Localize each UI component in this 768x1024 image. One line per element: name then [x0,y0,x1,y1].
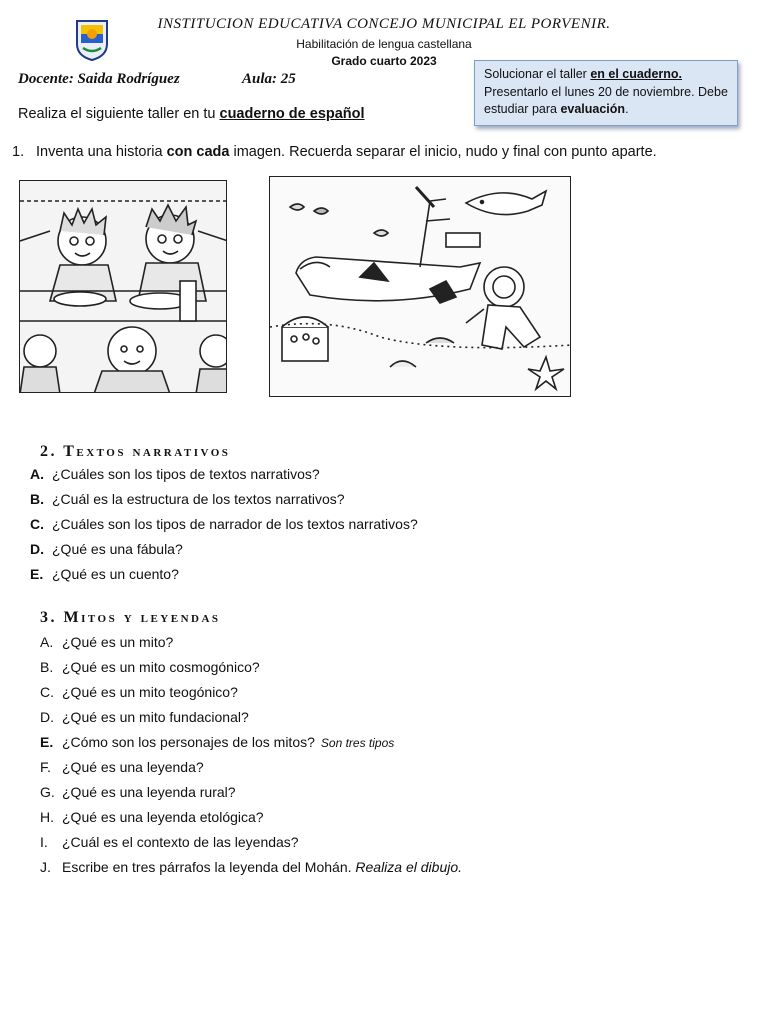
section-3-title: 3. Mitos y leyendas [40,609,221,626]
list-item [40,859,462,875]
item-marker: E. [40,734,54,750]
item-text: ¿Cuáles son los tipos de textos narrativos? [52,466,320,482]
item-text: ¿Qué es un mito cosmogónico? [62,659,260,675]
item-text: ¿Cuál es el contexto de las leyendas? [62,834,299,850]
section-2-list [30,466,730,596]
shipwreck-diver-illustration-icon [269,176,571,397]
item-text: ¿Qué es un mito fundacional? [62,709,249,725]
item-note-italic: Realiza el dibujo. [355,859,463,875]
item-marker: H. [40,809,54,825]
item-text: ¿Qué es una fábula? [52,541,183,557]
item-marker: A. [40,634,54,650]
question-1 [12,144,657,160]
item-marker: I. [40,834,48,850]
list-item [40,684,238,700]
question-1-emphasis: con cada [166,144,230,160]
note-text-2: Presentarlo el lunes 20 de noviembre. Debe estudiar para [484,84,728,116]
item-text: ¿Cómo son los personajes de los mitos? [62,734,315,750]
item-text: ¿Qué es un mito teogónico? [62,684,238,700]
list-item [40,809,264,825]
item-marker: D. [40,709,54,725]
question-1-number: 1. [12,144,25,160]
item-marker: B. [40,659,54,675]
question-1-suffix: imagen. Recuerda separar el inicio, nudo y final con punto aparte. [229,144,657,160]
item-marker: G. [40,784,55,800]
list-item [30,566,179,582]
item-note: Son tres tipos [320,736,395,750]
subject-name: Habilitación de lengua castellana [296,37,472,51]
section-2-title: 2. Textos narrativos [40,443,231,460]
note-emphasis-notebook: en el cuaderno. [590,67,683,81]
list-item [30,466,320,482]
item-marker: F. [40,759,51,775]
note-text-1: Solucionar el taller [484,67,591,81]
item-marker: C. [40,684,54,700]
item-text: Escribe en tres párrafos la leyenda del Mohán. [62,859,352,875]
instructions-note-box [474,60,738,126]
item-text: ¿Qué es una leyenda etológica? [62,809,264,825]
item-text: ¿Qué es un cuento? [52,566,179,582]
list-item [30,516,418,532]
item-text: ¿Qué es un mito? [62,634,174,650]
list-item [30,541,183,557]
institution-name: INSTITUCION EDUCATIVA CONCEJO MUNICIPAL EL PORVENIR. [157,16,611,32]
list-item [40,734,394,750]
children-eating-illustration-icon [19,180,227,393]
list-item [40,634,173,650]
item-text: ¿Qué es una leyenda rural? [62,784,236,800]
grade-label: Grado cuarto 2023 [331,54,437,68]
item-marker: A. [30,466,44,482]
list-item [40,834,299,850]
section-3-list [40,634,740,884]
item-text: ¿Cuáles son los tipos de narrador de los textos narrativos? [52,516,418,532]
item-marker: J. [40,859,51,875]
item-marker: D. [30,541,44,557]
item-marker: B. [30,491,44,507]
teacher-name: Docente: Saida Rodríguez [18,71,180,87]
list-item [40,659,260,675]
list-item [40,784,236,800]
classroom-label: Aula: 25 [242,71,296,87]
item-marker: C. [30,516,44,532]
list-item [40,759,204,775]
list-item [30,491,345,507]
list-item [40,709,249,725]
instruction-emphasis: cuaderno de español [219,106,365,122]
note-emphasis-evaluation: evaluación [560,102,626,116]
item-marker: E. [30,566,44,582]
question-1-text: Inventa una historia [36,144,167,160]
item-text: ¿Cuál es la estructura de los textos narrativos? [52,491,345,507]
item-text: ¿Qué es una leyenda? [62,759,204,775]
instruction-text: Realiza el siguiente taller en tu [18,106,220,122]
workshop-instruction [18,106,365,122]
note-text-3: . [625,102,629,116]
